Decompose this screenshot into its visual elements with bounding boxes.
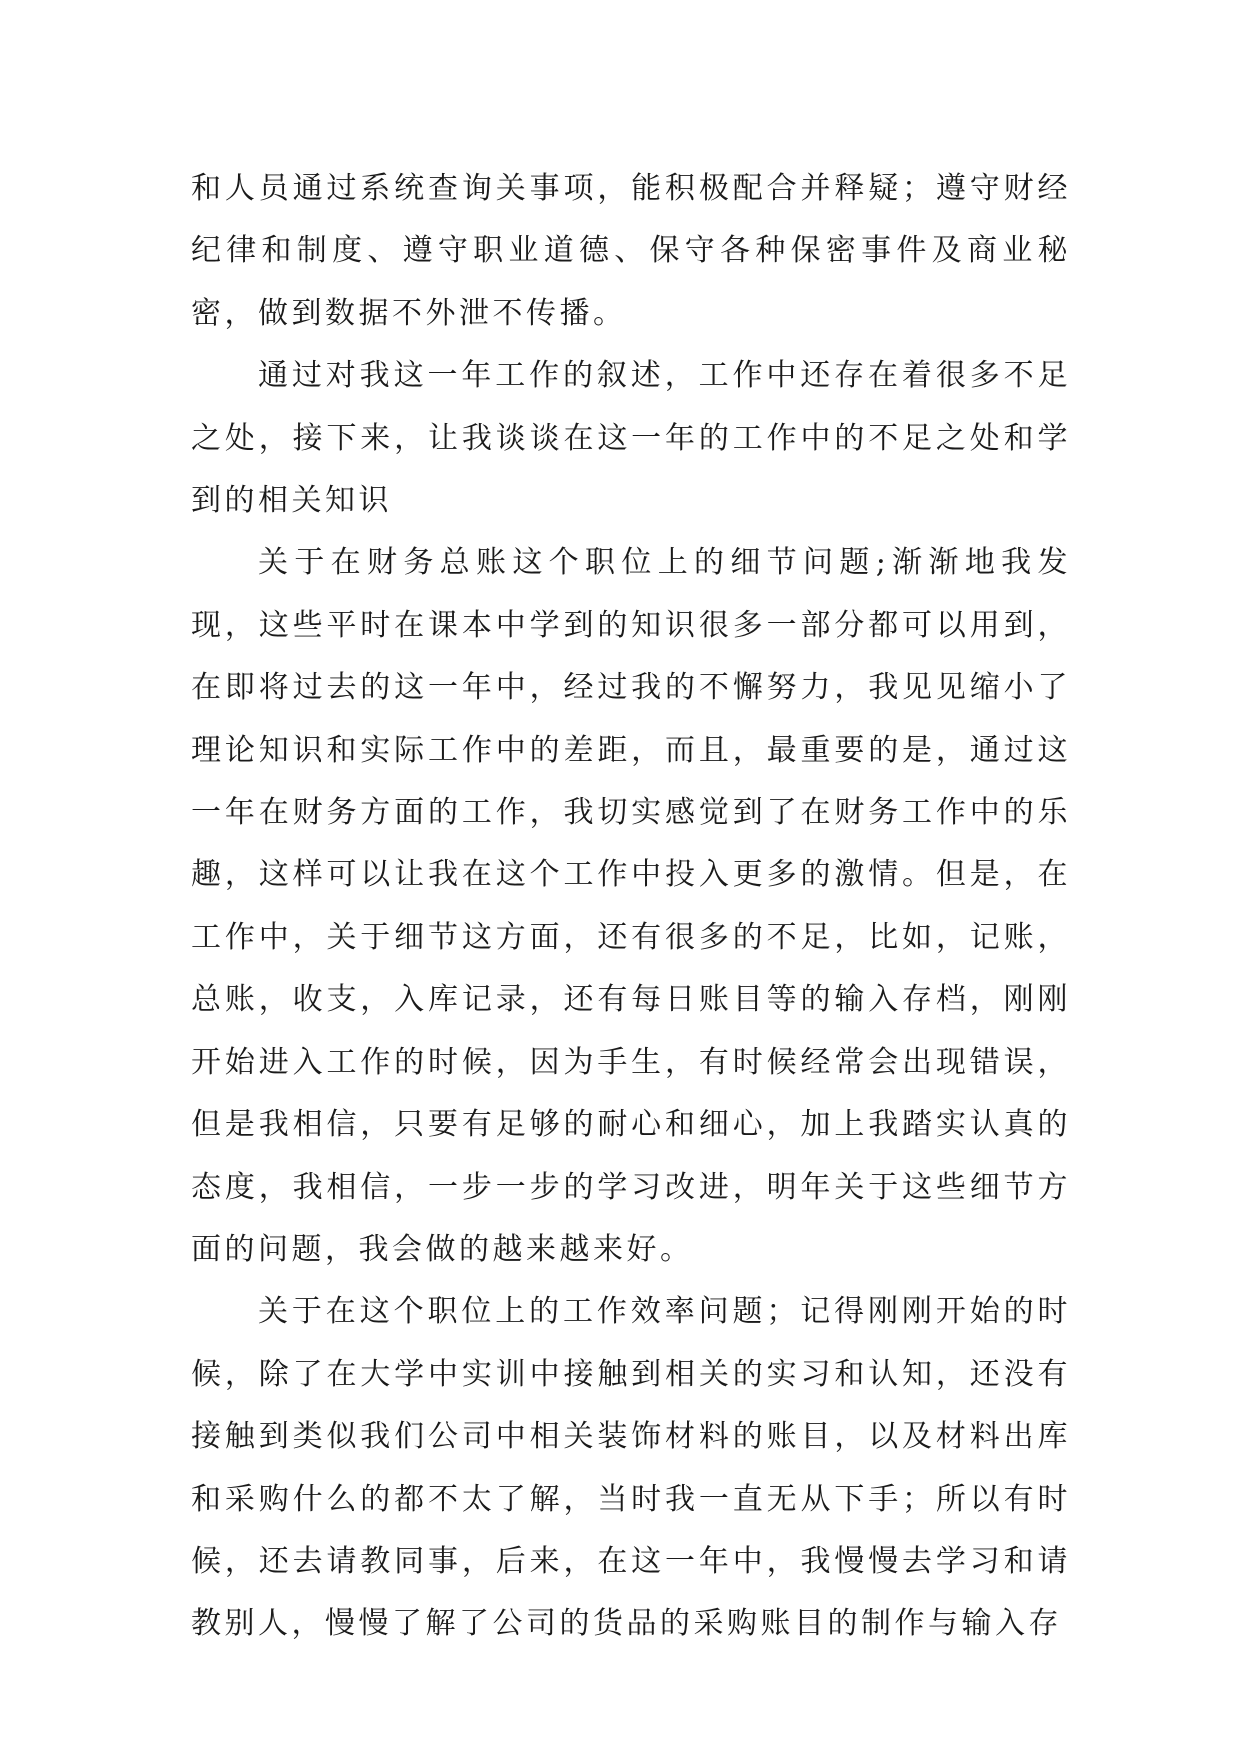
paragraph-2: 通过对我这一年工作的叙述，工作中还存在着很多不足之处，接下来，让我谈谈在这一年的工作中的不足之处和学到的相关知识	[191, 358, 1071, 519]
paragraph-3: 关于在财务总账这个职位上的细节问题;渐渐地我发现，这些平时在课本中学到的知识很多一部分都可以用到，在即将过去的这一年中，经过我的不懈努力，我见见缩小了理论知识和实际工作中的差距，而且，最重要的是，通过这一年在财务方面的工作，我切实感觉到了在财务工作中的乐趣，这样可以让我在这个工作中投入更多的激情。但是，在工作中，关于细节这方面，还有很多的不足，比如，记账，总账，收支，入库记录，还有每日账目等的输入存档，刚刚开始进入工作的时候，因为手生，有时候经常会出现错误，但是我相信，只要有足够的耐心和细心，加上我踏实认真的态度，我相信，一步一步的学习改进，明年关于这些细节方面的问题，我会做的越来越来好。	[191, 545, 1071, 1267]
paragraph-1: 和人员通过系统查询关事项，能积极配合并释疑；遵守财经纪律和制度、遵守职业道德、保守各种保密事件及商业秘密，做到数据不外泄不传播。	[191, 171, 1071, 331]
document-body	[191, 158, 1071, 1656]
paragraph-4: 关于在这个职位上的工作效率问题；记得刚刚开始的时候，除了在大学中实训中接触到相关的实习和认知，还没有接触到类似我们公司中相关装饰材料的账目，以及材料出库和采购什么的都不太了解，当时我一直无从下手；所以有时候，还去请教同事，后来，在这一年中，我慢慢去学习和请教别人，慢慢了解了公司的货品的采购账目的制作与输入存	[191, 1294, 1071, 1642]
